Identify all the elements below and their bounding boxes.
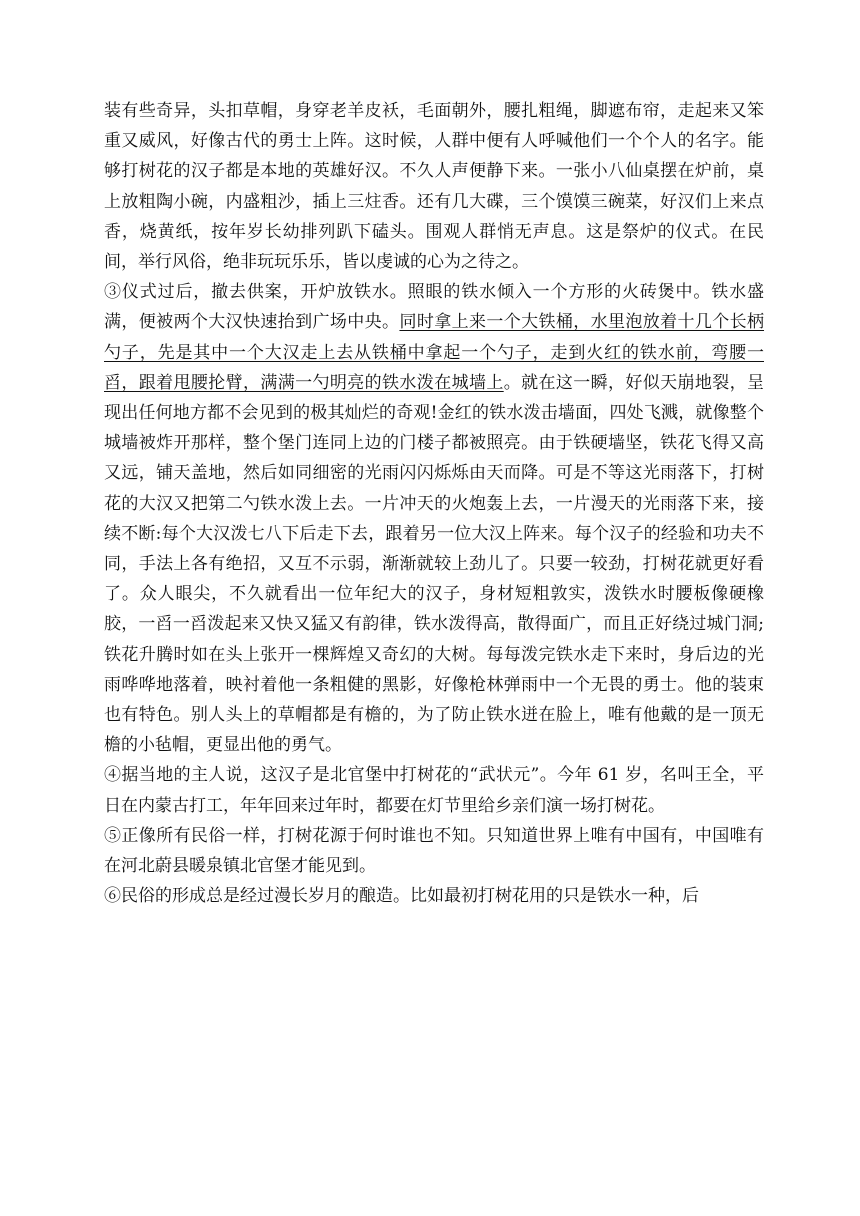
paragraph-continued [104,96,764,277]
paragraph-5 [104,821,764,881]
text-run: 。就在这一瞬，好似天崩地裂，呈现出任何地方都不会见到的极其灿烂的奇观!金红的铁水泼击墙面，四处飞溅，就像整个城墙被炸开那样，整个堡门连同上边的门楼子都被照亮。由于铁硬墙坚，铁花飞得又高又远，铺天盖地，然后如同细密的光雨闪闪烁烁由天而降。可是不等这光雨落下，打树花的大汉又把第二勺铁水泼上去。一片冲天的火炮轰上去，一片漫天的光雨落下来，接续不断:每个大汉泼七八下后走下去，跟着另一位大汉上阵来。每个汉子的经验和功夫不同，手法上各有绝招，又互不示弱，渐渐就较上劲儿了。只要一较劲，打树花就更好看了。众人眼尖，不久就看出一位年纪大的汉子，身材短粗敦实，泼铁水时腰板像硬橡胶，一舀一舀泼起来又快又猛又有韵律，铁水泼得高，散得面广，而且正好绕过城门洞;铁花升腾时如在头上张开一棵辉煌又奇幻的大树。每每泼完铁水走下来时，身后边的光雨哗哗地落着，映衬着他一条粗健的黑影，好像枪林弹雨中一个无畏的勇士。他的装束也有特色。别人头上的草帽都是有檐的，为了防止铁水迸在脸上，唯有他戴的是一顶无檐的小毡帽，更显出他的勇气。 [104,372,764,756]
paragraph-3 [104,277,764,760]
text-run: ④据当地的主人说，这汉子是北官堡中打树花的“武状元”。今年 61 岁，名叫王全，平日在内蒙古打工，年年回来过年时，都要在灯节里给乡亲们演一场打树花。 [104,765,764,816]
underlined-passage: 同时拿上来一个大铁桶，水里泡放着十几个长柄勺子，先是其中一个大汉走上去从铁桶中拿起一个勺子，走到火红的铁水前，弯腰一舀，跟着甩腰抡臂，满满一勺明亮的铁水泼在城墙上 [104,312,765,393]
document-body [104,96,764,911]
paragraph-4 [104,760,764,820]
text-run: 装有些奇异，头扣草帽，身穿老羊皮袄，毛面朝外，腰扎粗绳，脚遮布帘，走起来又笨重又威风，好像古代的勇士上阵。这时候，人群中便有人呼喊他们一个个人的名字。能够打树花的汉子都是本地的英雄好汉。不久人声便静下来。一张小八仙桌摆在炉前，桌上放粗陶小碗，内盛粗沙，插上三炷香。还有几大碟，三个馍馍三碗菜，好汉们上来点香，烧黄纸，按年岁长幼排列趴下磕头。围观人群悄无声息。这是祭炉的仪式。在民间，举行风俗，绝非玩玩乐乐，皆以虔诚的心为之待之。 [104,101,764,273]
text-run: ③仪式过后，撤去供案，开炉放铁水。照眼的铁水倾入一个方形的火砖煲中。铁水盛满，便被两个大汉快速抬到广场中央。 [104,282,764,333]
text-run: ⑤正像所有民俗一样，打树花源于何时谁也不知。只知道世界上唯有中国有，中国唯有在河北蔚县暖泉镇北官堡才能见到。 [104,825,764,877]
paragraph-6 [104,881,764,911]
text-run: ⑥民俗的形成总是经过漫长岁月的酿造。比如最初打树花用的只是铁水一种，后 [104,886,699,907]
